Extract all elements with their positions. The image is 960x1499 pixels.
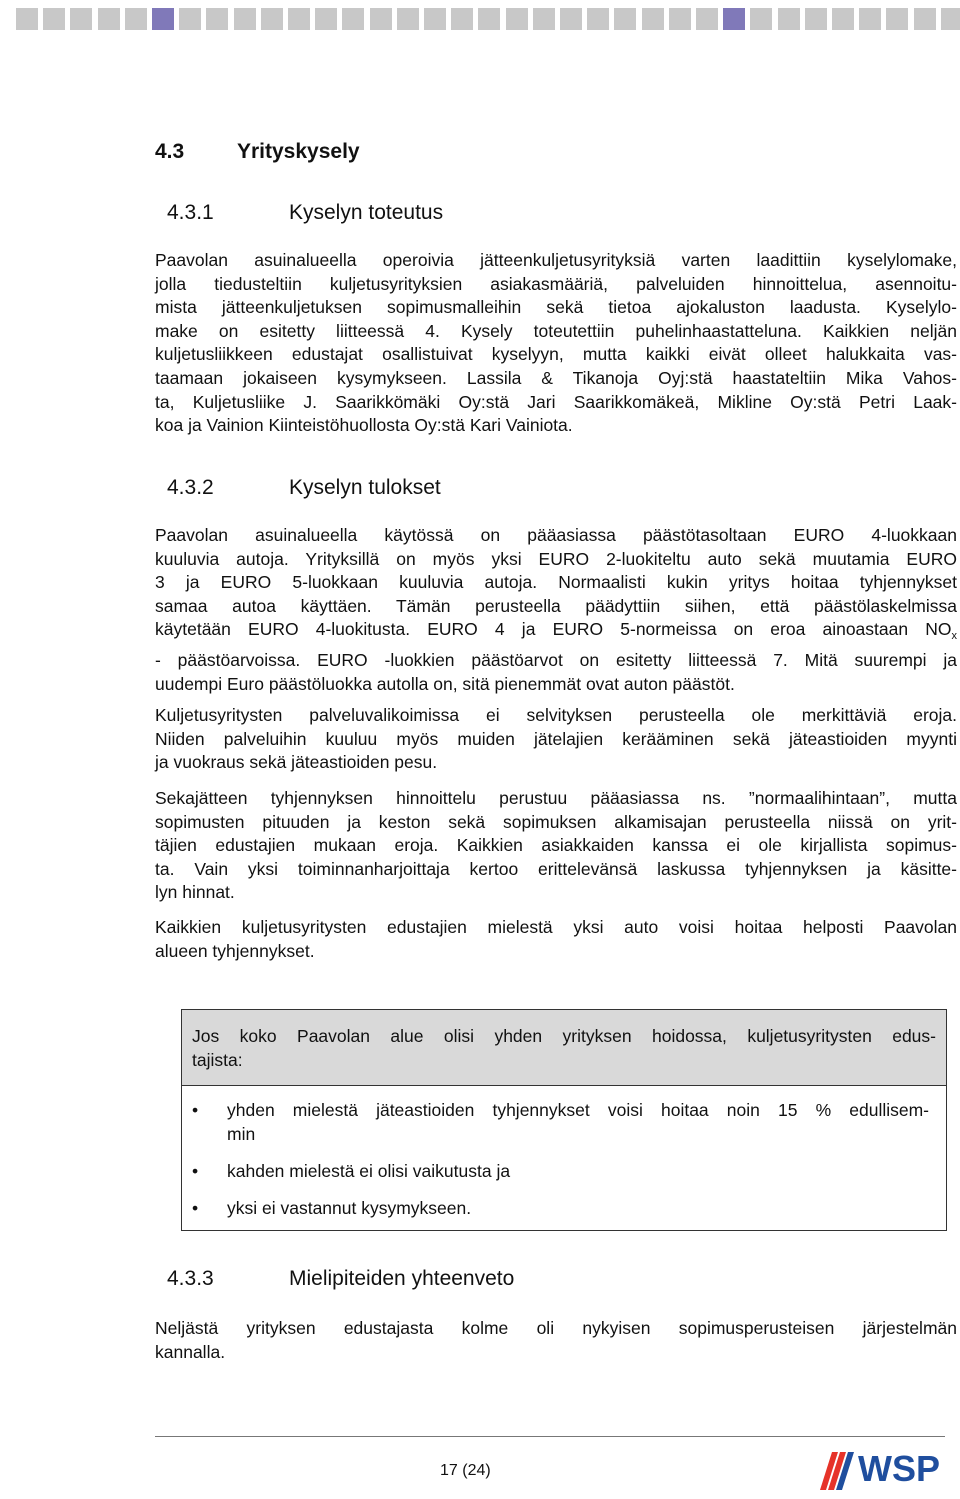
header-square [152, 8, 174, 30]
paragraph-pricing [155, 787, 957, 905]
bullet-icon: • [192, 1100, 199, 1120]
header-square [234, 8, 256, 30]
bullet-icon: • [192, 1198, 199, 1218]
subsection-title: Kyselyn toteutus [289, 201, 444, 224]
text-line: kannalla. [155, 1341, 226, 1362]
header-square [614, 8, 636, 30]
text-line: sopimusten pituuden ja keston sekä sopimuksen alkamisajan perusteella niissä on yrit- [155, 811, 957, 832]
text-line: Kaikkien kuljetusyritysten edustajien mielestä yksi auto voisi hoitaa helposti Paavolan [155, 917, 957, 937]
text-line: Paavolan asuinalueella käytössä on pääasiassa päästötasoltaan EURO 4-luokkaan [155, 525, 957, 545]
header-square [342, 8, 364, 30]
text-line: Niiden palveluihin kuuluu myös muiden jätelajien kerääminen sekä jäteastioiden myynti [155, 728, 957, 749]
header-square [206, 8, 228, 30]
header-square [669, 8, 691, 30]
header-square [886, 8, 908, 30]
header-square [424, 8, 446, 30]
header-square [70, 8, 92, 30]
text-line: 3 ja EURO 5-luokkaan kuuluvia autoja. Normaalisti kukin yritys hoitaa tyhjennykset [155, 572, 957, 593]
header-square [832, 8, 854, 30]
text-line: yksi ei vastannut kysymykseen. [227, 1198, 472, 1218]
header-square [451, 8, 473, 30]
header-square [261, 8, 283, 30]
bullet-icon: • [192, 1161, 199, 1181]
text-line: yhden mielestä jäteastioiden tyhjennykset voisi hoitaa noin 15 % edullisem- [227, 1100, 929, 1120]
header-square [696, 8, 718, 30]
text-line: uudempi Euro päästöluokka autolla on, sitä pienemmät ovat auton päästöt. [155, 673, 735, 694]
paragraph-opinions [155, 1317, 957, 1364]
text-line: ta, Kuljetusliike J. Saarikkömäki Oy:stä Jari Saarikkomäkeä, Mikline Oy:stä Petri Laak- [155, 391, 957, 412]
header-square [43, 8, 65, 30]
header-square [941, 8, 960, 30]
header-square [750, 8, 772, 30]
header-decoration-squares [0, 8, 960, 32]
nox-subscript: x [951, 630, 957, 643]
text-line: jolla tiedusteltiin kuljetusyrityksien asiakasmääriä, palveluiden hinnoittelua, asennoitu- [155, 273, 957, 294]
text-line-main: käytetään EURO 4-luokitusta. EURO 4 ja EURO 5-normeissa on eroa ainoastaan NO [155, 619, 952, 640]
text-line: koa ja Vainion Kiinteistöhuollosta Oy:stä Kari Vainiota. [155, 415, 573, 436]
paragraph-one-vehicle [155, 916, 957, 963]
subsection-heading-1 [167, 201, 443, 225]
subsection-number: 4.3.2 [167, 476, 214, 499]
header-square [16, 8, 38, 30]
text-line: Sekajätteen tyhjennyksen hinnoittelu perustuu pääasiassa ns. ”normaalihintaan”, mutta [155, 788, 957, 808]
subsection-heading-3 [167, 1267, 514, 1291]
header-square [179, 8, 201, 30]
summary-box-header [182, 1010, 946, 1086]
text-line: samaa autoa käyttäen. Tämän perusteella päädyttiin siihen, että päästölaskelmissa [155, 595, 957, 616]
section-title: Yrityskysely [237, 140, 360, 163]
wsp-logo [818, 1448, 950, 1492]
text-line: - päästöarvoissa. EURO -luokkien päästöarvot on esitetty liitteessä 7. Mitä suurempi ja [155, 649, 957, 670]
section-heading [155, 140, 360, 164]
subsection-number: 4.3.3 [167, 1267, 214, 1290]
text-line: kuljetusliikkeen edustajat osallistuivat kyselyyn, mutta kaikki eivät olleet halukkaita vas- [155, 344, 957, 365]
header-square [506, 8, 528, 30]
header-square [723, 8, 745, 30]
paragraph-services [155, 704, 957, 775]
text-line: tajista: [192, 1050, 243, 1070]
header-square [778, 8, 800, 30]
wsp-logo-mark-icon [818, 1448, 858, 1492]
text-line: ja vuokraus sekä jäteastioiden pesu. [155, 752, 438, 773]
subsection-title: Mielipiteiden yhteenveto [289, 1267, 515, 1290]
text-line: mista jätteenkuljetuksen sopimusmalleihin sekä tietoa ajokaluston laadusta. Kyselylo- [155, 297, 957, 318]
wsp-logo-text: WSP [858, 1448, 941, 1489]
header-square [914, 8, 936, 30]
text-line: täjien edustajien mukaan eroja. Kaikkien asiakkaiden kanssa ei ole kirjallista sopimus- [155, 835, 957, 856]
text-line: alueen tyhjennykset. [155, 940, 315, 961]
text-line: min [227, 1124, 256, 1144]
section-number: 4.3 [155, 140, 185, 163]
text-line-nox [155, 618, 957, 649]
page-number: 17 (24) [440, 1462, 491, 1479]
header-square [587, 8, 609, 30]
summary-box [181, 1009, 947, 1231]
text-line: ta. Vain yksi toiminnanharjoittaja kertoo eritteleväns​ä laskussa tyhjennyksen ja käsitte- [155, 858, 957, 879]
subsection-title: Kyselyn tulokset [289, 476, 441, 499]
text-line: Paavolan asuinalueella operoivia jätteenkuljetusyrityksiä varten laadittiin kyselylomake, [155, 250, 957, 270]
paragraph-survey-method [155, 249, 957, 438]
header-square [642, 8, 664, 30]
text-line: kahden mielestä ei olisi vaikutusta ja [227, 1161, 511, 1181]
footer-divider [155, 1436, 945, 1437]
text-line: make on esitetty liitteessä 4. Kysely toteutettiin puhelinhaastatteluna. Kaikkien neljän [155, 320, 957, 341]
header-square [315, 8, 337, 30]
subsection-heading-2 [167, 476, 441, 500]
header-square [397, 8, 419, 30]
text-line: kuuluvia autoja. Yrityksillä on myös yksi EURO 2-luokiteltu auto sekä muutamia EURO [155, 548, 957, 569]
header-square [370, 8, 392, 30]
text-line: Kuljetusyritysten palveluvalikoimissa ei selvityksen perusteella ole merkittäviä eroja. [155, 705, 957, 725]
header-square [478, 8, 500, 30]
text-line: taamaan jokaiseen kysymykseen. Lassila & Tikanoja Oyj:stä haastateltiin Mika Vahos- [155, 367, 957, 388]
text-line: Neljästä yrityksen edustajasta kolme oli nykyisen sopimusperusteisen järjestelmän [155, 1318, 957, 1338]
header-square [805, 8, 827, 30]
header-square [125, 8, 147, 30]
header-square [859, 8, 881, 30]
paragraph-results-emissions [155, 524, 957, 696]
header-square [288, 8, 310, 30]
header-square [98, 8, 120, 30]
header-square [560, 8, 582, 30]
header-square [533, 8, 555, 30]
subsection-number: 4.3.1 [167, 201, 214, 224]
text-line: Jos koko Paavolan alue olisi yhden yrityksen hoidossa, kuljetusyritysten edus- [192, 1026, 936, 1046]
text-line: lyn hinnat. [155, 882, 235, 903]
